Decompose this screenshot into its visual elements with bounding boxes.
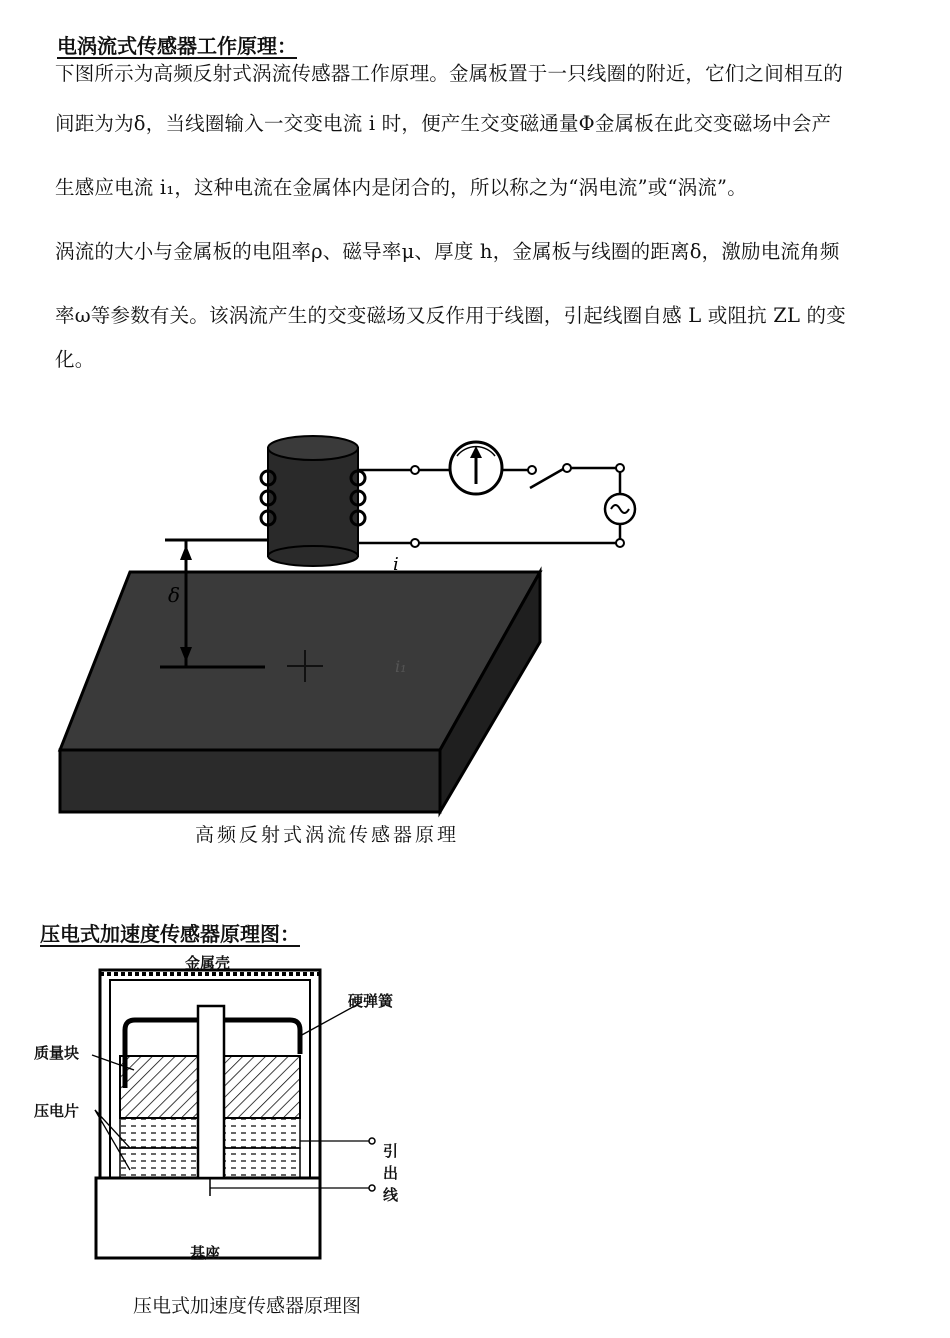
label-base: 基座 bbox=[190, 1244, 221, 1262]
coil-cylinder bbox=[268, 448, 358, 556]
distance-label: δ bbox=[168, 583, 181, 607]
eddy-current-sensor-diagram bbox=[0, 380, 950, 820]
metal-plate-front bbox=[60, 750, 440, 812]
paragraph-line: 涡流的大小与金属板的电阻率ρ、磁导率μ、厚度 h，金属板与线圈的距离δ，激励电流角频 bbox=[55, 240, 840, 263]
figure-caption-eddy: 高频反射式涡流传感器原理 bbox=[195, 824, 460, 846]
section-title-piezo: 压电式加速度传感器原理图： bbox=[40, 922, 300, 946]
paragraph-line: 率ω等参数有关。该涡流产生的交变磁场又反作用于线圈，引起线圈自感 L 或阻抗 ZL 的变 bbox=[55, 304, 846, 327]
paragraph-line: 生感应电流 i₁，这种电流在金属体内是闭合的，所以称之为“涡电流”或“涡流”。 bbox=[55, 176, 747, 199]
paragraph-line: 间距为为δ，当线圈输入一交变电流 i 时，便产生交变磁通量Φ金属板在此交变磁场中会产 bbox=[55, 112, 832, 135]
label-hard-spring: 硬弹簧 bbox=[348, 992, 394, 1010]
center-post bbox=[198, 1006, 224, 1178]
label-piezo-plate: 压电片 bbox=[34, 1102, 80, 1120]
induced-current-label: i₁ bbox=[395, 657, 407, 676]
label-metal-housing: 金属壳 bbox=[185, 954, 231, 972]
paragraph-line: 化。 bbox=[55, 348, 95, 371]
paragraph-line: 下图所示为高频反射式涡流传感器工作原理。金属板置于一只线圈的附近，它们之间相互的 bbox=[55, 62, 844, 85]
label-lead-line-1: 引 bbox=[383, 1142, 399, 1160]
figure-caption-piezo: 压电式加速度传感器原理图 bbox=[133, 1296, 362, 1317]
section-title-eddy-current: 电涡流式传感器工作原理： bbox=[57, 34, 297, 58]
label-lead-line-3: 线 bbox=[383, 1186, 399, 1204]
label-mass-block: 质量块 bbox=[34, 1044, 80, 1062]
current-label: i bbox=[393, 554, 399, 575]
label-lead-line-2: 出 bbox=[383, 1164, 399, 1182]
piezo-accelerometer-diagram bbox=[0, 948, 950, 1288]
